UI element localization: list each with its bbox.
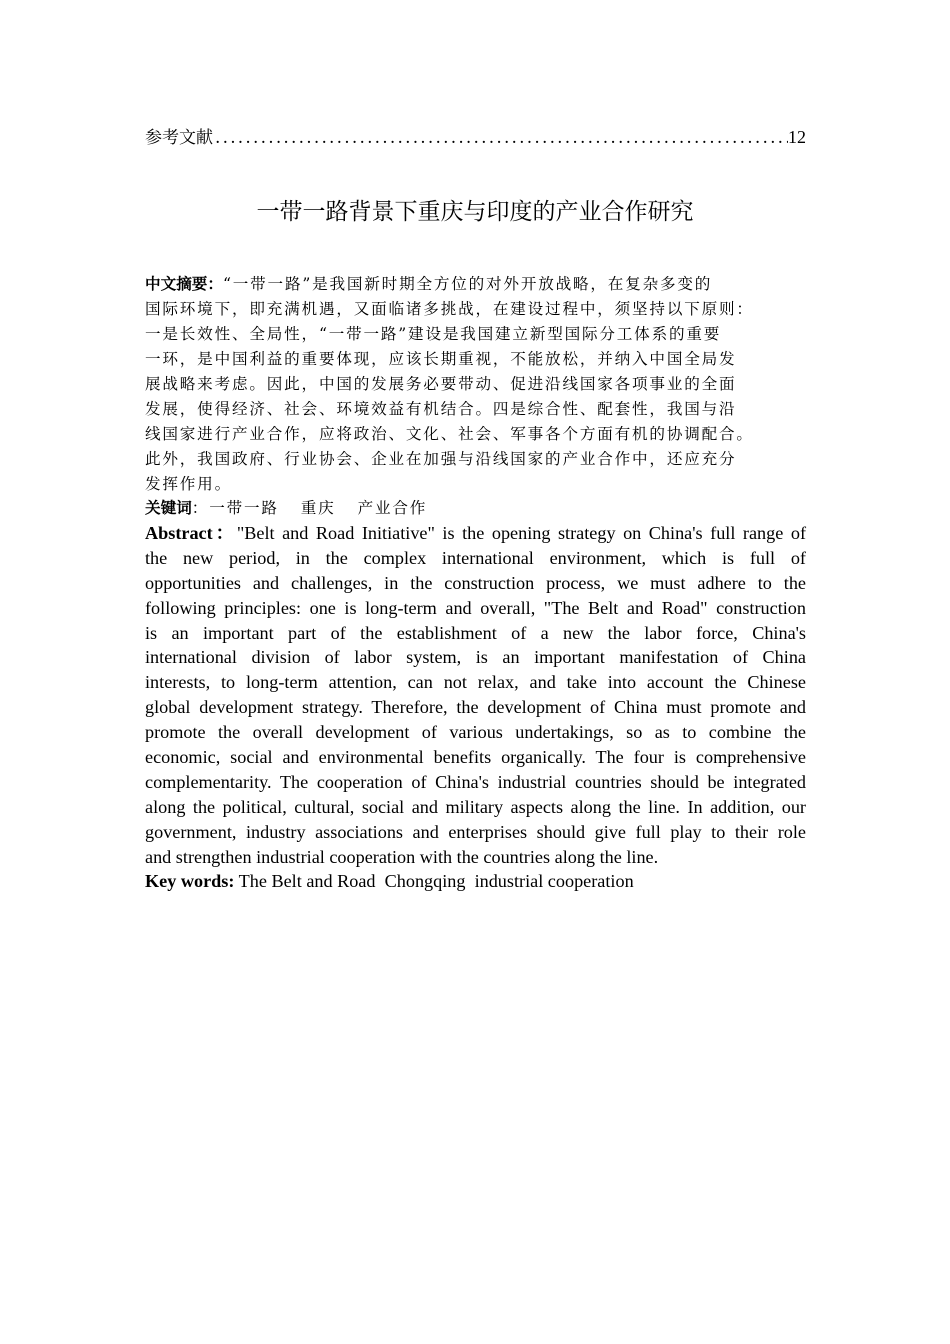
chinese-abstract-line: 国际环境下，即充满机遇，又面临诸多挑战，在建设过程中，须坚持以下原则：: [145, 300, 754, 318]
keyword-item: Chongqing: [384, 871, 466, 891]
chinese-abstract-label: 中文摘要：: [145, 275, 223, 293]
chinese-abstract-line: 线国家进行产业合作，应将政治、文化、社会、军事各个方面有机的协调配合。: [145, 425, 754, 443]
english-abstract-text: "Belt and Road Initiative" is the opening strategy on China's full range of: [236, 523, 806, 543]
english-abstract-line: the new period, in the complex international environment, which is full of: [145, 547, 806, 568]
chinese-abstract-line: 发展，使得经济、社会、环境效益有机结合。四是综合性、配套性，我国与沿: [145, 400, 737, 418]
chinese-abstract-line: 一环，是中国利益的重要体现，应该长期重视，不能放松，并纳入中国全局发: [145, 350, 737, 368]
english-abstract-line: international division of labor system, is an important manifestation of China: [145, 647, 806, 668]
english-abstract-line: [145, 521, 806, 546]
toc-page-number: 12: [788, 127, 806, 147]
english-abstract-line: economic, social and environmental benefits organically. The four is comprehensive: [145, 747, 806, 768]
chinese-abstract-line: 发挥作用。: [145, 475, 232, 493]
chinese-abstract-line: 此外，我国政府、行业协会、企业在加强与沿线国家的产业合作中，还应充分: [145, 450, 737, 468]
keyword-item: The Belt and Road: [238, 871, 376, 891]
chinese-keywords: [145, 496, 806, 521]
toc-entry-references[interactable]: [145, 126, 806, 149]
chinese-abstract-line: 展战略来考虑。因此，中国的发展务必要带动、促进沿线国家各项事业的全面: [145, 375, 737, 393]
english-abstract-line: opportunities and challenges, in the construction process, we must adhere to the: [145, 572, 806, 593]
english-abstract-line: along the political, cultural, social and military aspects along the line. In addition, our: [145, 796, 806, 817]
document-title: 一带一路背景下重庆与印度的产业合作研究: [256, 199, 694, 225]
english-abstract-line: government, industry associations and enterprises should give full play to their role: [145, 821, 806, 842]
english-abstract-line: is an important part of the establishment of a new the labor force, China's: [145, 622, 806, 643]
english-abstract-line: and strengthen industrial cooperation with the countries along the line.: [145, 846, 659, 867]
english-abstract-line: interests, to long-term attention, can not relax, and take into account the Chinese: [145, 672, 806, 693]
english-keywords-label: Key words:: [145, 871, 235, 891]
english-abstract-line: following principles: one is long-term and overall, "The Belt and Road" construction: [145, 597, 806, 618]
english-abstract-line: global development strategy. Therefore, the development of China must promote and: [145, 697, 806, 718]
english-abstract-line: promote the overall development of various undertakings, so as to combine the: [145, 722, 806, 743]
english-keywords: [145, 869, 806, 894]
english-abstract-line: complementarity. The cooperation of China's industrial countries should be integrated: [145, 771, 806, 792]
english-abstract: [145, 521, 806, 869]
keyword-item: 产业合作: [357, 499, 428, 517]
toc-leader-dots: [213, 127, 788, 149]
chinese-abstract-text: “一带一路”是我国新时期全方位的对外开放战略，在复杂多变的: [222, 275, 713, 293]
keyword-item: 一带一路: [209, 499, 279, 517]
english-abstract-label: Abstract：: [145, 523, 237, 543]
chinese-abstract-line: [145, 272, 813, 297]
chinese-abstract-line: 一是长效性、全局性，“一带一路”建设是我国建立新型国际分工体系的重要: [145, 325, 722, 343]
keyword-item: 重庆: [300, 499, 336, 517]
keyword-item: industrial cooperation: [474, 871, 634, 891]
chinese-keywords-label: 关键词: [145, 499, 192, 517]
chinese-abstract: [145, 272, 813, 497]
toc-label: 参考文献: [145, 128, 213, 148]
chinese-keywords-colon: ：: [191, 499, 210, 517]
